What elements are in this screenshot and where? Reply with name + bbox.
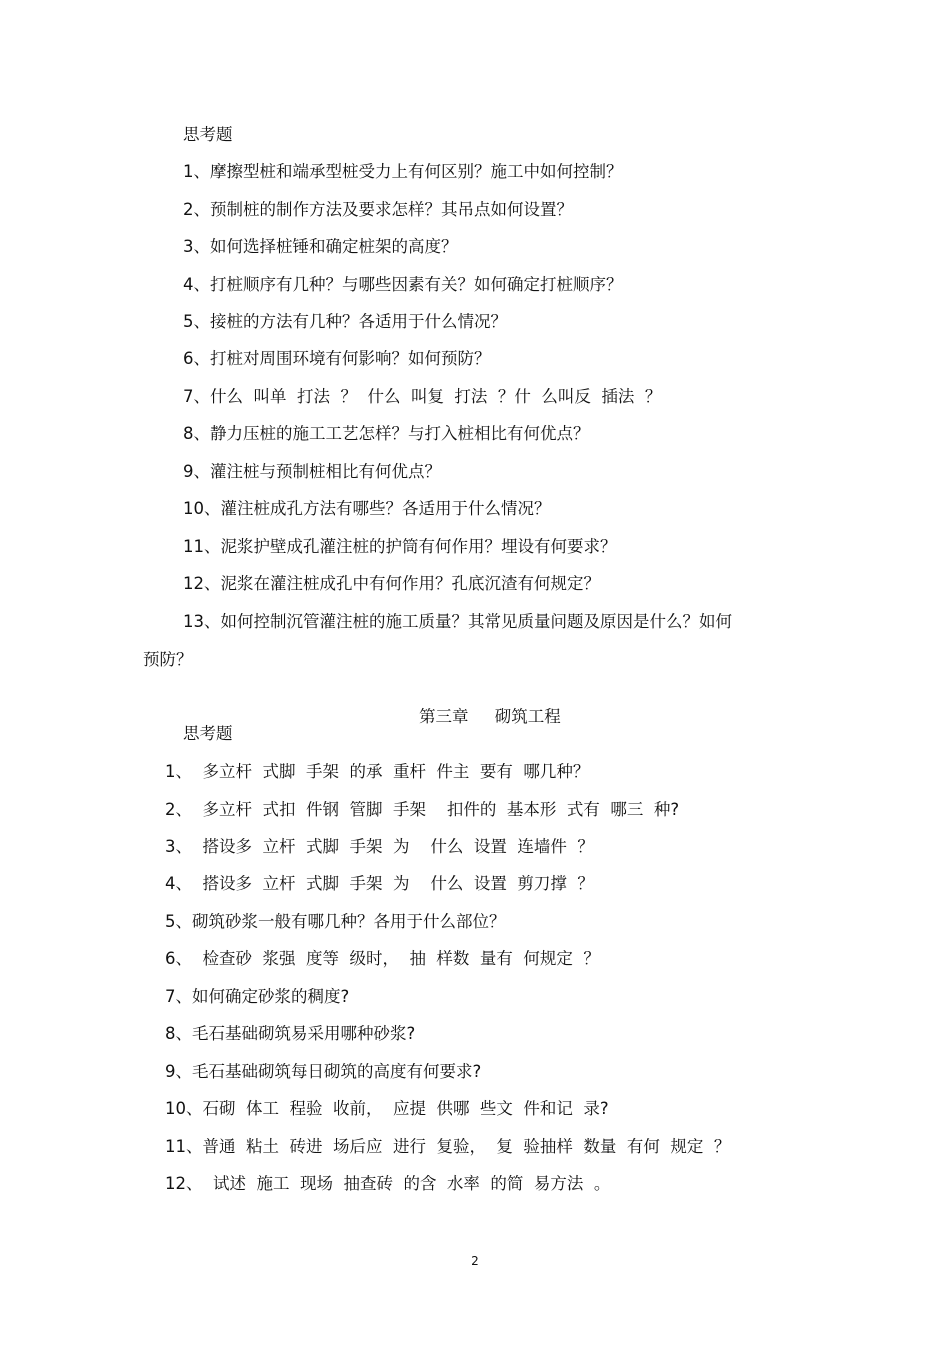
question-item: 9、灌注桩与预制桩相比有何优点？: [183, 462, 441, 481]
question-item: 7、如何确定砂浆的稠度?: [165, 987, 350, 1006]
question-item: 4、 搭设多 立杆 式脚 手架 为 什么 设置 剪刀撑 ？: [165, 874, 594, 893]
question-item: 3、如何选择桩锤和确定桩架的高度？: [183, 237, 458, 256]
chapter-number: 第三章: [418, 707, 469, 726]
chapter-heading: [398, 687, 561, 747]
question-item: 12、 试述 施工 现场 抽查砖 的含 水率 的简 易方法 。: [165, 1174, 611, 1193]
question-item: 8、毛石基础砌筑易采用哪种砂浆?: [165, 1024, 416, 1043]
question-item: 5、接桩的方法有几种？各适用于什么情况？: [183, 312, 507, 331]
question-continuation: 预防？: [143, 650, 193, 669]
chapter-title: 砌筑工程: [494, 707, 561, 726]
question-item: 10、石砌 体工 程验 收前， 应提 供哪 些文 件和记 录?: [165, 1099, 609, 1118]
question-item: 1、摩擦型桩和端承型桩受力上有何区别？施工中如何控制？: [183, 162, 623, 181]
question-item: 2、 多立杆 式扣 件钢 管脚 手架 扣件的 基本形 式有 哪三 种?: [165, 800, 680, 819]
question-item: 1、 多立杆 式脚 手架 的承 重杆 件主 要有 哪几种？: [165, 762, 590, 781]
question-item: 12、泥浆在灌注桩成孔中有何作用？孔底沉渣有何规定？: [183, 574, 600, 593]
question-item: 5、砌筑砂浆一般有哪几种？各用于什么部位？: [165, 912, 506, 931]
question-item: 8、静力压桩的施工工艺怎样？与打入桩相比有何优点？: [183, 424, 590, 443]
section-title: 思考题: [183, 125, 233, 144]
question-item: 10、灌注桩成孔方法有哪些？各适用于什么情况？: [183, 499, 551, 518]
question-item: 3、 搭设多 立杆 式脚 手架 为 什么 设置 连墙件 ？: [165, 837, 594, 856]
question-item: 13、如何控制沉管灌注桩的施工质量？其常见质量问题及原因是什么？如何: [183, 612, 732, 631]
question-item: 11、普通 粘土 砖进 场后应 进行 复验， 复 验抽样 数量 有何 规定 ？: [165, 1137, 731, 1156]
question-item: 6、 检查砂 浆强 度等 级时， 抽 样数 量有 何规定 ？: [165, 949, 600, 968]
chapter-gap: [468, 707, 494, 726]
question-item: 9、毛石基础砌筑每日砌筑的高度有何要求?: [165, 1062, 482, 1081]
question-item: 2、预制桩的制作方法及要求怎样？其吊点如何设置？: [183, 200, 573, 219]
question-item: 11、泥浆护壁成孔灌注桩的护筒有何作用？埋设有何要求？: [183, 537, 617, 556]
page-number: 2: [471, 1254, 479, 1268]
question-item: 4、打桩顺序有几种？与哪些因素有关？如何确定打桩顺序？: [183, 275, 623, 294]
question-item: 7、什么 叫单 打法 ？ 什么 叫复 打法 ？什 么叫反 插法 ？: [183, 387, 662, 406]
question-item: 6、打桩对周围环境有何影响？如何预防？: [183, 349, 491, 368]
section-title: 思考题: [183, 724, 233, 743]
